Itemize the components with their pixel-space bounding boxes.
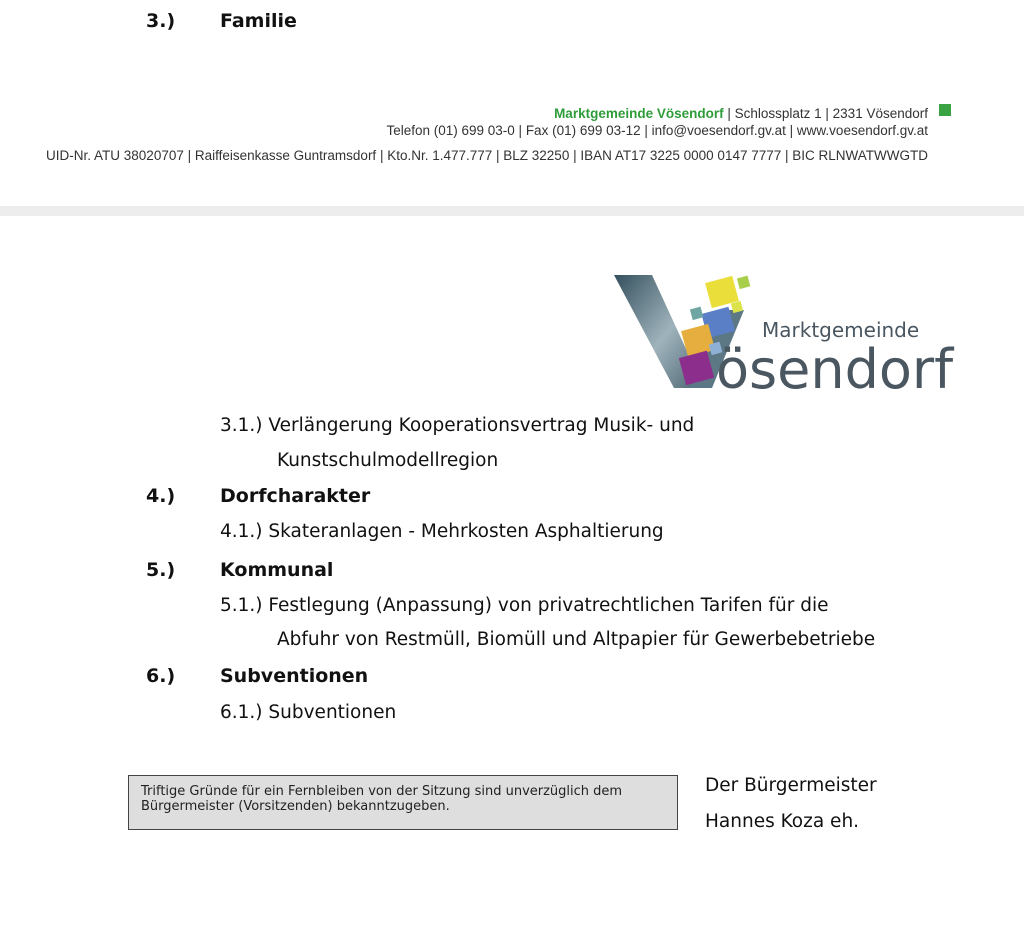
agenda-item-6-1: 6.1.) Subventionen: [220, 702, 397, 723]
footer-address: | Schlossplatz 1 | 2331 Vösendorf: [723, 106, 928, 121]
signature-role: Der Bürgermeister: [705, 775, 877, 796]
section-title: Kommunal: [220, 559, 334, 581]
agenda-item-5-1-line2: Abfuhr von Restmüll, Biomüll und Altpapier für Gewerbebetriebe: [277, 629, 876, 650]
agenda-item-5-1-line1: 5.1.) Festlegung (Anpassung) von privatrechtlichen Tarifen für die: [220, 595, 829, 616]
section-number: 6.): [146, 665, 176, 687]
logo-square-green: [737, 276, 750, 289]
agenda-item-4-1: 4.1.) Skateranlagen - Mehrkosten Asphaltierung: [220, 521, 664, 542]
section-number: 3.): [146, 10, 176, 32]
section-title: Familie: [220, 10, 297, 32]
absence-notice-box: Triftige Gründe für ein Fernbleiben von der Sitzung sind unverzüglich dem Bürgermeister (Vorsitzenden) bekanntzugeben.: [128, 775, 678, 830]
footer-brand-line: [554, 106, 928, 121]
footer-contact: Telefon (01) 699 03-0 | Fax (01) 699 03-12 | info@voesendorf.gv.at | www.voesendorf.gv.at: [386, 123, 928, 138]
logo: [612, 270, 964, 394]
section-title: Subventionen: [220, 665, 369, 687]
logo-main-text: ösendorf: [716, 338, 954, 394]
agenda-item-3-1-line2: Kunstschulmodellregion: [277, 450, 499, 471]
agenda-item-3-1-line1: 3.1.) Verlängerung Kooperationsvertrag Musik- und: [220, 415, 695, 436]
page-separator: [0, 206, 1024, 216]
section-title: Dorfcharakter: [220, 485, 371, 507]
logo-square-teal: [690, 307, 703, 320]
footer-bank: UID-Nr. ATU 38020707 | Raiffeisenkasse Guntramsdorf | Kto.Nr. 1.477.777 | BLZ 32250 | IBAN AT17 3225 0000 0147 7777 | BIC RLNWATWWGTD: [46, 148, 928, 163]
signature-name: Hannes Koza eh.: [705, 811, 860, 832]
green-square-mark: [939, 104, 951, 116]
section-number: 5.): [146, 559, 176, 581]
section-number: 4.): [146, 485, 176, 507]
logo-top-text: Marktgemeinde: [762, 318, 920, 342]
logo-graphic: [612, 270, 964, 394]
footer-brand: Marktgemeinde Vösendorf: [554, 106, 724, 121]
